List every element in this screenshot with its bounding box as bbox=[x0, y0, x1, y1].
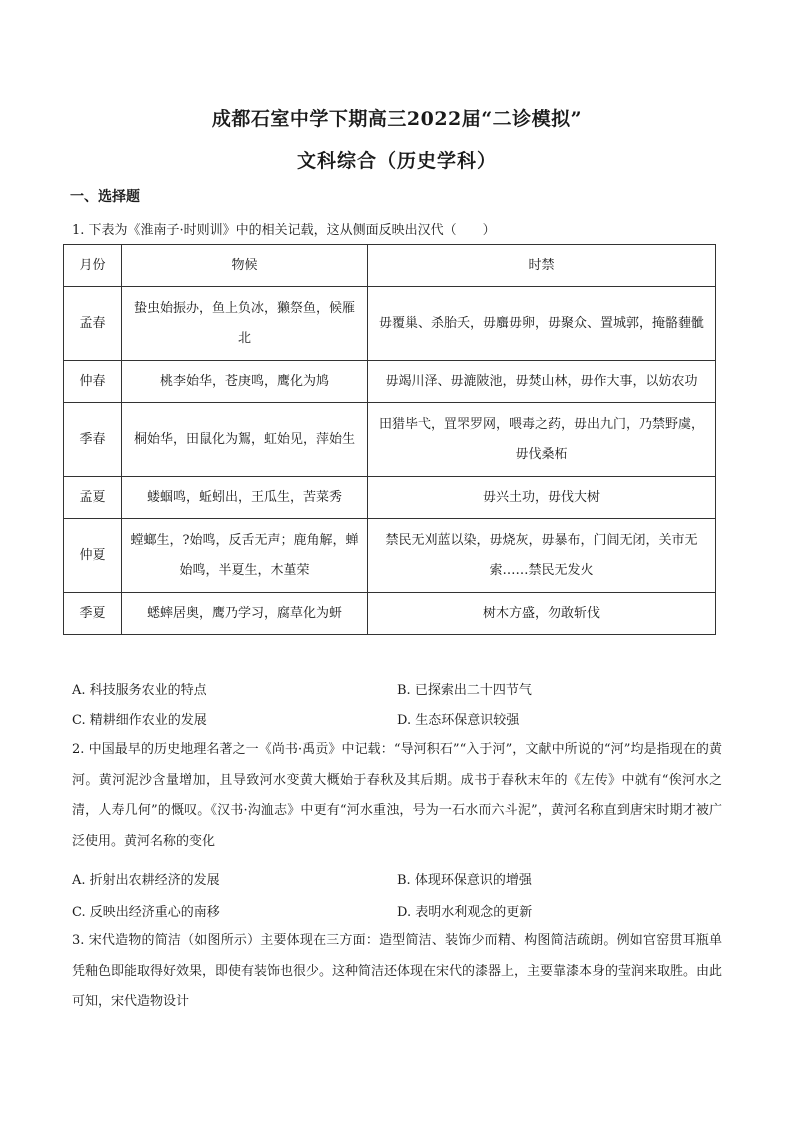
cell-prohibitions: 禁民无刈蓝以染，毋烧灰，毋暴布，门闾无闭，关市无索……禁民无发火 bbox=[368, 519, 716, 593]
cell-prohibitions: 树木方盛，勿敢斩伐 bbox=[368, 593, 716, 635]
question-3-stem: 3. 宋代造物的简洁（如图所示）主要体现在三方面：造型简洁、装饰少而精、构图简洁疏朗。例如官窑贯耳瓶单凭釉色即能取得好效果，即使有装饰也很少。这种简洁还体现在宋代的漆器上，主要靠漆本身的莹润来取胜。由此可知，宋代造物设计 bbox=[72, 933, 723, 1009]
cell-month: 孟春 bbox=[64, 287, 122, 361]
table-row bbox=[64, 287, 716, 361]
question-1-stem: 1. 下表为《淮南子·时则训》中的相关记载，这从侧面反映出汉代（ ） bbox=[72, 223, 496, 238]
table-row bbox=[64, 477, 716, 519]
section-heading: 一、选择题 bbox=[70, 189, 140, 205]
header-phenology: 物候 bbox=[122, 245, 368, 287]
q1-option-d[interactable]: D. 生态环保意识较强 bbox=[397, 713, 520, 728]
table-row bbox=[64, 403, 716, 477]
header-month: 月份 bbox=[64, 245, 122, 287]
header-prohibitions: 时禁 bbox=[368, 245, 716, 287]
cell-phenology: 蛰虫始振办，鱼上负冰，獭祭鱼，候雁北 bbox=[122, 287, 368, 361]
cell-month: 季春 bbox=[64, 403, 122, 477]
cell-month: 孟夏 bbox=[64, 477, 122, 519]
q1-option-b[interactable]: B. 已探索出二十四节气 bbox=[397, 683, 532, 698]
cell-prohibitions: 毋竭川泽、毋漉陂池，毋焚山林，毋作大事，以妨农功 bbox=[368, 361, 716, 403]
exam-title: 成都石室中学下期高三2022届“二诊模拟” bbox=[211, 108, 583, 130]
cell-month: 季夏 bbox=[64, 593, 122, 635]
q2-option-a[interactable]: A. 折射出农耕经济的发展 bbox=[72, 873, 220, 888]
exam-subtitle: 文科综合（历史学科） bbox=[296, 150, 497, 172]
cell-phenology: 蟋蟀居奥，鹰乃学习，腐草化为蚈 bbox=[122, 593, 368, 635]
q1-option-a[interactable]: A. 科技服务农业的特点 bbox=[72, 683, 207, 698]
table-header-row bbox=[64, 245, 716, 287]
table-row bbox=[64, 593, 716, 635]
cell-phenology: 螳螂生，?始鸣，反舌无声；鹿角解，蝉始鸣，半夏生，木堇荣 bbox=[122, 519, 368, 593]
q2-option-d[interactable]: D. 表明水利观念的更新 bbox=[397, 905, 533, 920]
cell-phenology: 桃李始华，苍庚鸣，鹰化为鸠 bbox=[122, 361, 368, 403]
q2-option-b[interactable]: B. 体现环保意识的增强 bbox=[397, 873, 532, 888]
cell-month: 仲春 bbox=[64, 361, 122, 403]
cell-prohibitions: 毋覆巢、杀胎夭，毋麛毋卵，毋聚众、置城郭，掩骼薶骴 bbox=[368, 287, 716, 361]
cell-phenology: 桐始华，田鼠化为鴽，虹始见，萍始生 bbox=[122, 403, 368, 477]
cell-phenology: 蝼蝈鸣，蚯蚓出，王瓜生，苦菜秀 bbox=[122, 477, 368, 519]
cell-prohibitions: 毋兴土功，毋伐大树 bbox=[368, 477, 716, 519]
table-row bbox=[64, 361, 716, 403]
q1-option-c[interactable]: C. 精耕细作农业的发展 bbox=[72, 713, 207, 728]
question-1-table bbox=[63, 244, 716, 635]
q2-option-c[interactable]: C. 反映出经济重心的南移 bbox=[72, 905, 220, 920]
question-2-stem: 2. 中国最早的历史地理名著之一《尚书·禹贡》中记载：“导河积石”“入于河”，文献中所说的“河”均是指现在的黄河。黄河泥沙含量增加，且导致河水变黄大概始于春秋及其后期。成书于春秋末年的《左传》中就有“俟河水之清，人寿几何”的慨叹。《汉书·沟洫志》中更有“河水重浊，号为一石水而六斗泥”，黄河名称直到唐宋时期才被广泛使用。黄河名称的变化 bbox=[72, 742, 722, 849]
table-row bbox=[64, 519, 716, 593]
cell-month: 仲夏 bbox=[64, 519, 122, 593]
cell-prohibitions: 田猎毕弋，罝罘罗网，喂毒之药，毋出九门，乃禁野虞，毋伐桑柘 bbox=[368, 403, 716, 477]
